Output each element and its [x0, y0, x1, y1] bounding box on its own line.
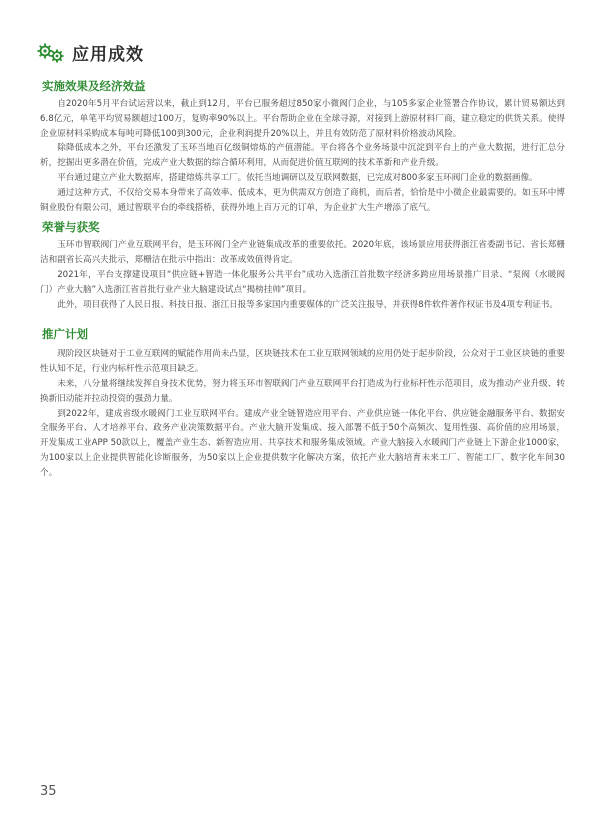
gears-icon [36, 42, 66, 64]
page-title-row [36, 40, 144, 65]
paragraph: 到2022年，建成省级水暖阀门工业互联网平台。建成产业全链智造应用平台、产业供应链一体化平台、供应链金融服务平台、数据安全服务平台、人才培养平台、政务产业决策数据平台。产业大脑开发集成、接入部署不低于50个高频次、复用性强、高价值的应用场景，开发集成工业APP 50款以上，覆盖产业生态、新智造应用、共享技术和服务集成领域。产业大脑接入水暖阀门产业链上下游企业1000家，为100家以上企业提供智能化诊断服务，为50家以上企业提供数字化解决方案，依托产业大脑培育未来工厂、智能工厂、数字化车间30个。 [40, 408, 565, 478]
paragraph: 现阶段区块链对于工业互联网的赋能作用尚未凸显，区块链技术在工业互联网领域的应用仍处于起步阶段，公众对于工业区块链的重要性认知不足，行业内标杆性示范项目缺乏。 [40, 349, 565, 375]
section-heading-promotion: 推广计划 [42, 327, 88, 342]
page-title: 应用成效 [72, 45, 144, 65]
document-body [40, 78, 565, 481]
paragraph: 未来，八分量将继续发挥自身技术优势，努力将玉环市智联阀门产业互联网平台打造成为行业标杆性示范项目，成为推动产业升级、转换新旧动能并拉动投资的强劲力量。 [40, 378, 565, 404]
section-heading-benefits: 实施效果及经济效益 [42, 79, 146, 93]
paragraph: 除降低成本之外，平台还激发了玉环当地百亿级铜熔炼的产值潜能。平台将各个业务场景中沉淀到平台上的产业大数据，进行汇总分析，挖掘出更多潜在价值，完成产业大数据的综合循环利用，从而促进价值互联网的技术革新和产业升级。 [40, 143, 565, 169]
paragraph: 平台通过建立产业大数据库，搭建熔炼共享工厂。依托当地调研以及互联网数据，已完成对800多家玉环阀门企业的数据画像。 [57, 172, 538, 183]
paragraph: 2021年，平台支撑建设项目“供应链+智造一体化服务公共平台”成功入选浙江首批数字经济多跨应用场景推广目录、“泵阀（水暖阀门）产业大脑”入选浙江省首批行业产业大脑建设试点“揭榜挂帅”项目。 [40, 269, 565, 295]
paragraph: 玉环市智联阀门产业互联网平台，是玉环阀门全产业链集成改革的重要依托。2020年底，该场景应用获得浙江省委副书记、省长郑栅洁和副省长高兴夫批示，郑栅洁在批示中指出：改革成效值得肯定。 [40, 240, 565, 266]
page-number: 35 [40, 784, 57, 799]
paragraph: 自2020年5月平台试运营以来，截止到12月，平台已服务超过850家小微阀门企业，与105多家企业签署合作协议，累计贸易额达到6.8亿元，单笔平均贸易额超过100万，复购率90%以上。平台帮助企业在全球寻源，对接到上游原材料厂商，建立稳定的供货关系。使得企业原材料采购成本每吨可降低100到300元，企业利润提升20%以上，并且有效防范了原材料价格波动风险。 [40, 99, 565, 139]
paragraph: 通过这种方式，不仅给交易本身带来了高效率、低成本，更为供需双方创造了商机，而后者，恰恰是中小微企业最需要的。如玉环中博铜业股份有限公司，通过智联平台的牵线搭桥，获得外地上百万元的订单，为企业扩大生产增添了底气。 [40, 187, 565, 213]
section-heading-honors: 荣誉与获奖 [42, 220, 100, 235]
paragraph: 此外，项目获得了人民日报、科技日报、浙江日报等多家国内重要媒体的广泛关注报导，并获得8件软件著作权证书及4项专利证书。 [57, 299, 558, 310]
